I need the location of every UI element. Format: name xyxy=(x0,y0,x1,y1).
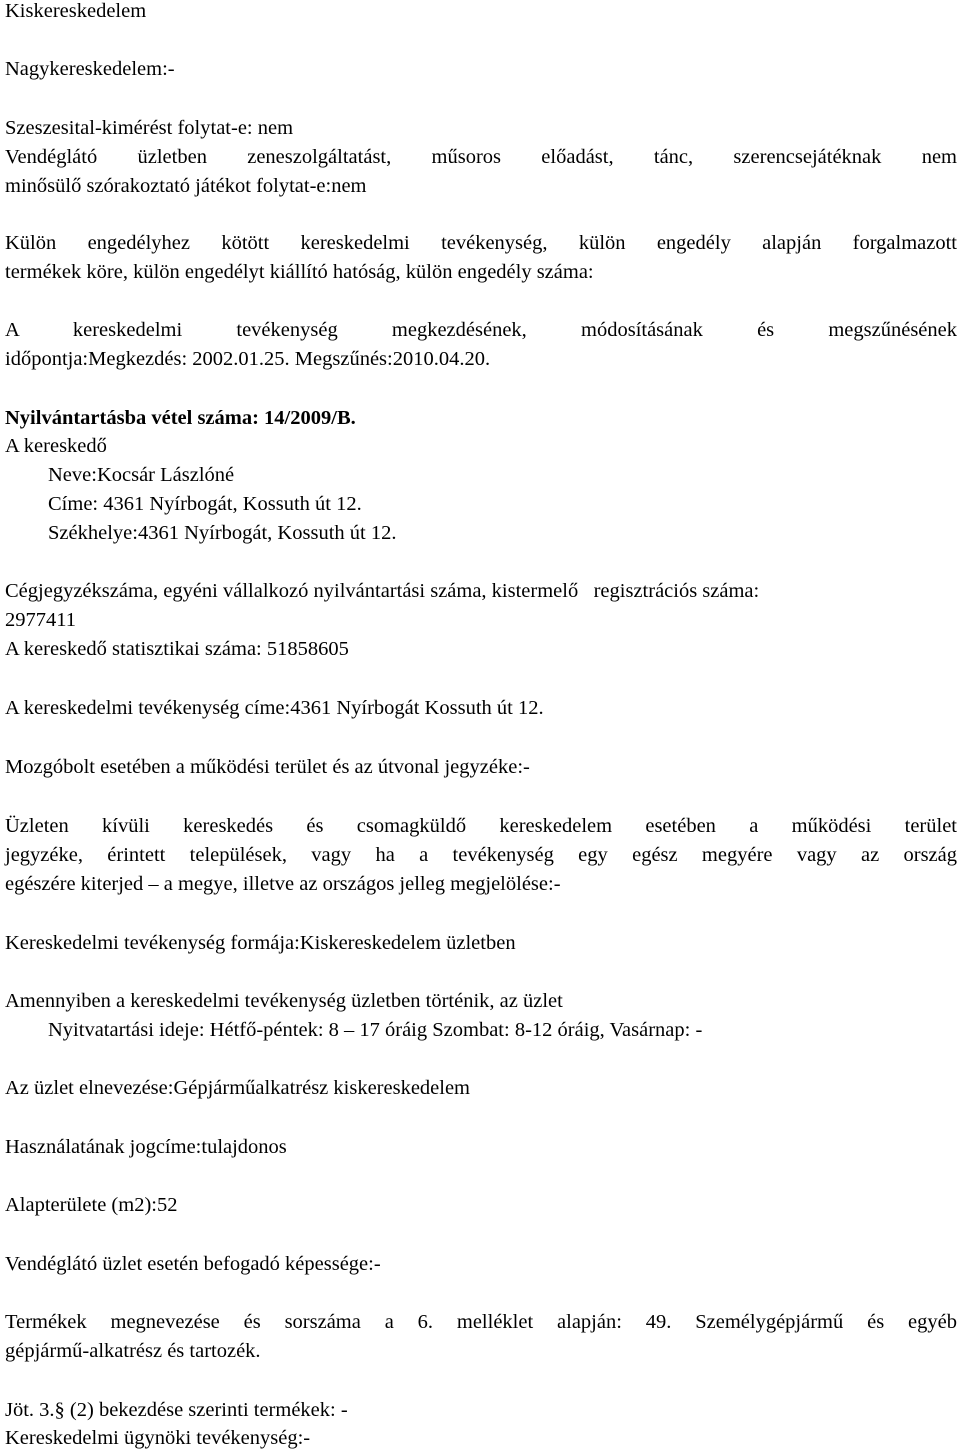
doc-line-outside-trade-1: Üzleten kívüli kereskedés és csomagküldő kereskedelem esetében a működési terület xyxy=(5,815,957,837)
doc-line-shop-name: Az üzlet elnevezése:Gépjárműalkatrész kiskereskedelem xyxy=(5,1077,471,1099)
doc-line-capacity: Vendéglátó üzlet esetén befogadó képessége:- xyxy=(5,1253,381,1275)
doc-line-alcohol: Szeszesital-kimérést folytat-e: nem xyxy=(5,117,294,139)
doc-line-company-reg: Cégjegyzékszáma, egyéni vállalkozó nyilvántartási száma, kistermelő regisztrációs száma: xyxy=(5,580,760,602)
doc-line-wholesale: Nagykereskedelem:- xyxy=(5,58,175,80)
trader-heading: A kereskedő xyxy=(5,435,107,457)
doc-line-shop-intro: Amennyiben a kereskedelmi tevékenység üzletben történik, az üzlet xyxy=(5,990,563,1012)
doc-line-dates-1: A kereskedelmi tevékenység megkezdésének, módosításának és megszűnésének xyxy=(5,319,957,341)
doc-line-products-2: gépjármű-alkatrész és tartozék. xyxy=(5,1340,261,1362)
doc-line-company-reg-number: 2977411 xyxy=(5,609,76,631)
doc-line-license-2: termékek köre, külön engedélyt kiállító hatóság, külön engedély száma: xyxy=(5,261,594,283)
doc-line-activity-address: A kereskedelmi tevékenység címe:4361 Nyírbogát Kossuth út 12. xyxy=(5,697,544,719)
trader-name: Neve:Kocsár Lászlóné xyxy=(48,464,235,486)
doc-line-trade-form: Kereskedelmi tevékenység formája:Kiskereskedelem üzletben xyxy=(5,932,516,954)
doc-line-entertainment-2: minősülő szórakoztató játékot folytat-e:nem xyxy=(5,175,367,197)
doc-line-products-1: Termékek megnevezése és sorszáma a 6. melléklet alapján: 49. Személygépjármű és egyéb xyxy=(5,1311,957,1333)
doc-line-retail: Kiskereskedelem xyxy=(5,0,147,22)
doc-line-legal-title: Használatának jogcíme:tulajdonos xyxy=(5,1136,287,1158)
doc-line-dates-2: időpontja:Megkezdés: 2002.01.25. Megszűnés:2010.04.20. xyxy=(5,348,491,370)
doc-line-outside-trade-3: egészére kiterjed – a megye, illetve az országos jelleg megjelölése:- xyxy=(5,873,561,895)
doc-line-floor-area: Alapterülete (m2):52 xyxy=(5,1194,178,1216)
registration-number: Nyilvántartásba vétel száma: 14/2009/B. xyxy=(5,407,356,429)
trader-address: Címe: 4361 Nyírbogát, Kossuth út 12. xyxy=(48,493,362,515)
doc-line-excise-products: Jöt. 3.§ (2) bekezdése szerinti termékek: - xyxy=(5,1399,348,1421)
doc-line-license-1: Külön engedélyhez kötött kereskedelmi tevékenység, külön engedély alapján forgalmazott xyxy=(5,232,957,254)
doc-line-agent-activity: Kereskedelmi ügynöki tevékenység:- xyxy=(5,1427,311,1449)
doc-line-mobile-shop: Mozgóbolt esetében a működési terület és az útvonal jegyzéke:- xyxy=(5,756,530,778)
doc-line-entertainment-1: Vendéglátó üzletben zeneszolgáltatást, műsoros előadást, tánc, szerencsejátéknak nem xyxy=(5,146,957,168)
doc-line-opening-hours: Nyitvatartási ideje: Hétfő-péntek: 8 – 17 óráig Szombat: 8-12 óráig, Vasárnap: - xyxy=(48,1019,703,1041)
doc-line-outside-trade-2: jegyzéke, érintett települések, vagy ha a tevékenység egy egész megyére vagy az ország xyxy=(5,844,957,866)
trader-seat: Székhelye:4361 Nyírbogát, Kossuth út 12. xyxy=(48,522,397,544)
doc-line-statistical-number: A kereskedő statisztikai száma: 51858605 xyxy=(5,638,349,660)
